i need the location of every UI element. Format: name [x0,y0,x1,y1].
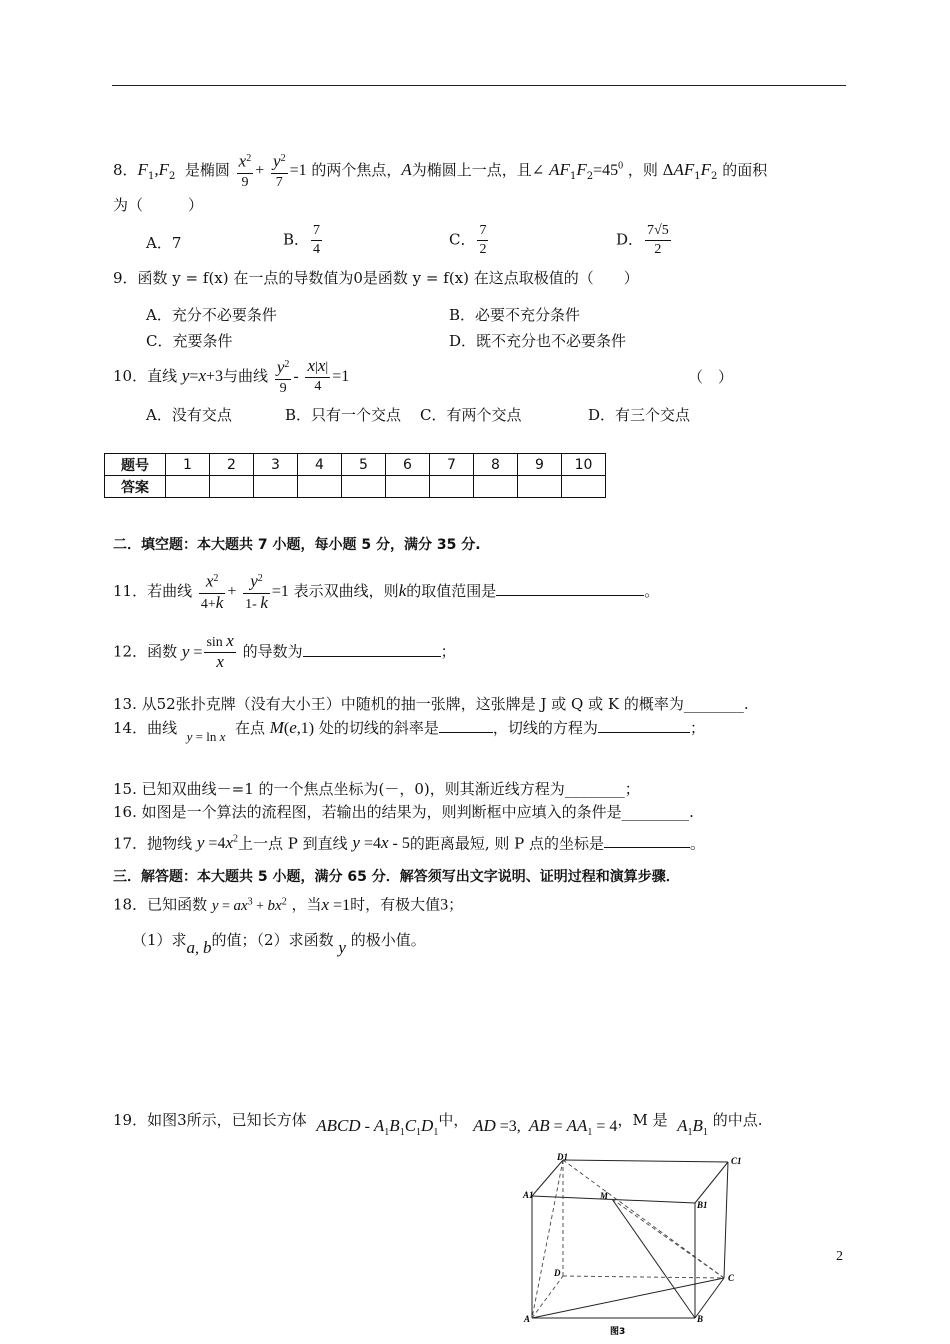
q9-option-c: C．充要条件 [146,332,233,350]
answer-blank[interactable] [496,581,644,596]
label-c: C [728,1273,735,1283]
label-m: M [600,1191,609,1201]
table-number: 1 [166,454,210,476]
table-number: 3 [254,454,298,476]
table-number: 9 [518,454,562,476]
question-8-cont: 为（ ） [113,196,204,214]
question-16: 16. 如图是一个算法的流程图，若输出的结果为，则判断框中应填入的条件是_________. [113,803,694,821]
table-number: 2 [210,454,254,476]
question-19: 19．如图3所示，已知长方体 ABCD - $A_1B_1C_1D_1$中， AD =3, AB = $AA_1 = 4$，M 是 $A_1B_1$ 的中点. [113,1111,763,1139]
q9-option-b: B．必要不充分条件 [449,306,581,324]
section-3-heading: 三．解答题：本大题共 5 小题，满分 65 分．解答须写出文字说明、证明过程和演算步骤． [113,869,680,885]
q8-option-a: A．7 [146,234,182,252]
label-d1: D1 [557,1152,568,1162]
question-18-subparts: （1）求a, b的值；（2）求函数 y 的极小值。 [132,931,426,957]
figure-caption: 图3 [610,1327,626,1337]
question-10: 10．直线 y=x+3与曲线 $\frac{y^2}{9}$ - $\frac{x|x|}{4}$ =1 [113,356,350,396]
question-17: 17．抛物线 $y =4x^2$上一点 P 到直线 y =4x - 5的距离最短, 则 P 点的坐标是 。 [113,833,706,853]
table-number: 10 [562,454,606,476]
answer-cell[interactable] [430,476,474,498]
question-14: 14．曲线 y = ln x 在点 M(e,1) 处的切线的斜率是 ，切线的方程为 ； [113,718,705,744]
table-number: 6 [386,454,430,476]
answer-cell[interactable] [254,476,298,498]
answer-table-answer-row [105,476,606,498]
table-number: 7 [430,454,474,476]
answer-cell[interactable] [298,476,342,498]
label-b1: B1 [697,1200,708,1210]
answer-cell[interactable] [474,476,518,498]
answer-table [104,453,606,498]
q10-option-b: B．只有一个交点 [285,406,402,424]
page-number: 2 [836,1249,843,1264]
table-number: 5 [342,454,386,476]
table-number: 8 [474,454,518,476]
answer-table-header-row [105,454,606,476]
label-a: A [524,1314,531,1324]
question-15: 15. 已知双曲线－=1 的一个焦点坐标为(－，0)，则其渐近线方程为________； [113,780,640,798]
question-13: 13. 从52张扑克牌（没有大小王）中随机的抽一张牌，这张牌是 J 或 Q 或 K 的概率为________. [113,695,749,713]
section-2-heading: 二．填空题：本大题共 7 小题，每小题 5 分，满分 35 分. [113,537,481,553]
answer-cell[interactable] [518,476,562,498]
label-c1: C1 [731,1156,742,1166]
label-d: D [554,1268,561,1278]
q10-option-c: C．有两个交点 [420,406,522,424]
q8-option-d: D． $\frac{7√5}{2}$ [616,223,669,257]
answer-blank[interactable] [604,833,690,848]
answer-cell[interactable] [166,476,210,498]
q10-option-a: A．没有交点 [146,406,232,424]
table-header-label: 题号 [105,454,166,476]
answer-cell[interactable] [210,476,254,498]
question-9: 9．函数 y = f(x) 在一点的导数值为0是函数 y = f(x) 在这点取极值的（ ） [113,269,639,287]
answer-cell[interactable] [386,476,430,498]
question-18: 18．已知函数 $y = ax^3 + bx^2$ ，当x =1时，有极大值3； [113,894,464,914]
answer-blank[interactable] [439,718,493,733]
answer-cell[interactable] [562,476,606,498]
cuboid-figure [520,1150,750,1338]
question-11: 11．若曲线 $\frac{x^2}{4+k}$ + $\frac{y^2}{1- k}$ =1 表示双曲线，则k的取值范围是 。 [113,571,660,612]
label-a1: A1 [523,1190,534,1200]
question-10-paren: （ ） [688,368,734,386]
q9-option-a: A．充分不必要条件 [146,306,277,324]
table-answer-label: 答案 [105,476,166,498]
question-12: 12．函数 y = $\frac{\text{sin x}}{x}$ 的导数为 ； [113,631,456,671]
answer-blank[interactable] [303,642,441,657]
question-8: 8．$F_1,F_2$ 是椭圆 $\frac{x^2}{9}$ + $\frac{y^2}{7}$ =1 的两个焦点，A为椭圆上一点，且∠ $AF_1F_2=45^0$ ，则 $\Delta AF_1F_2$ 的面积 [113,151,768,190]
q10-option-d: D．有三个交点 [588,406,691,424]
label-b: B [697,1314,704,1324]
table-number: 4 [298,454,342,476]
q8-option-b: B． $\frac{7}{4}$ [283,223,321,257]
q9-option-d: D．既不充分也不必要条件 [449,332,627,350]
answer-cell[interactable] [342,476,386,498]
answer-blank[interactable] [598,718,690,733]
header-rule [112,85,846,86]
q8-option-c: C． $\frac{7}{2}$ [449,223,487,257]
